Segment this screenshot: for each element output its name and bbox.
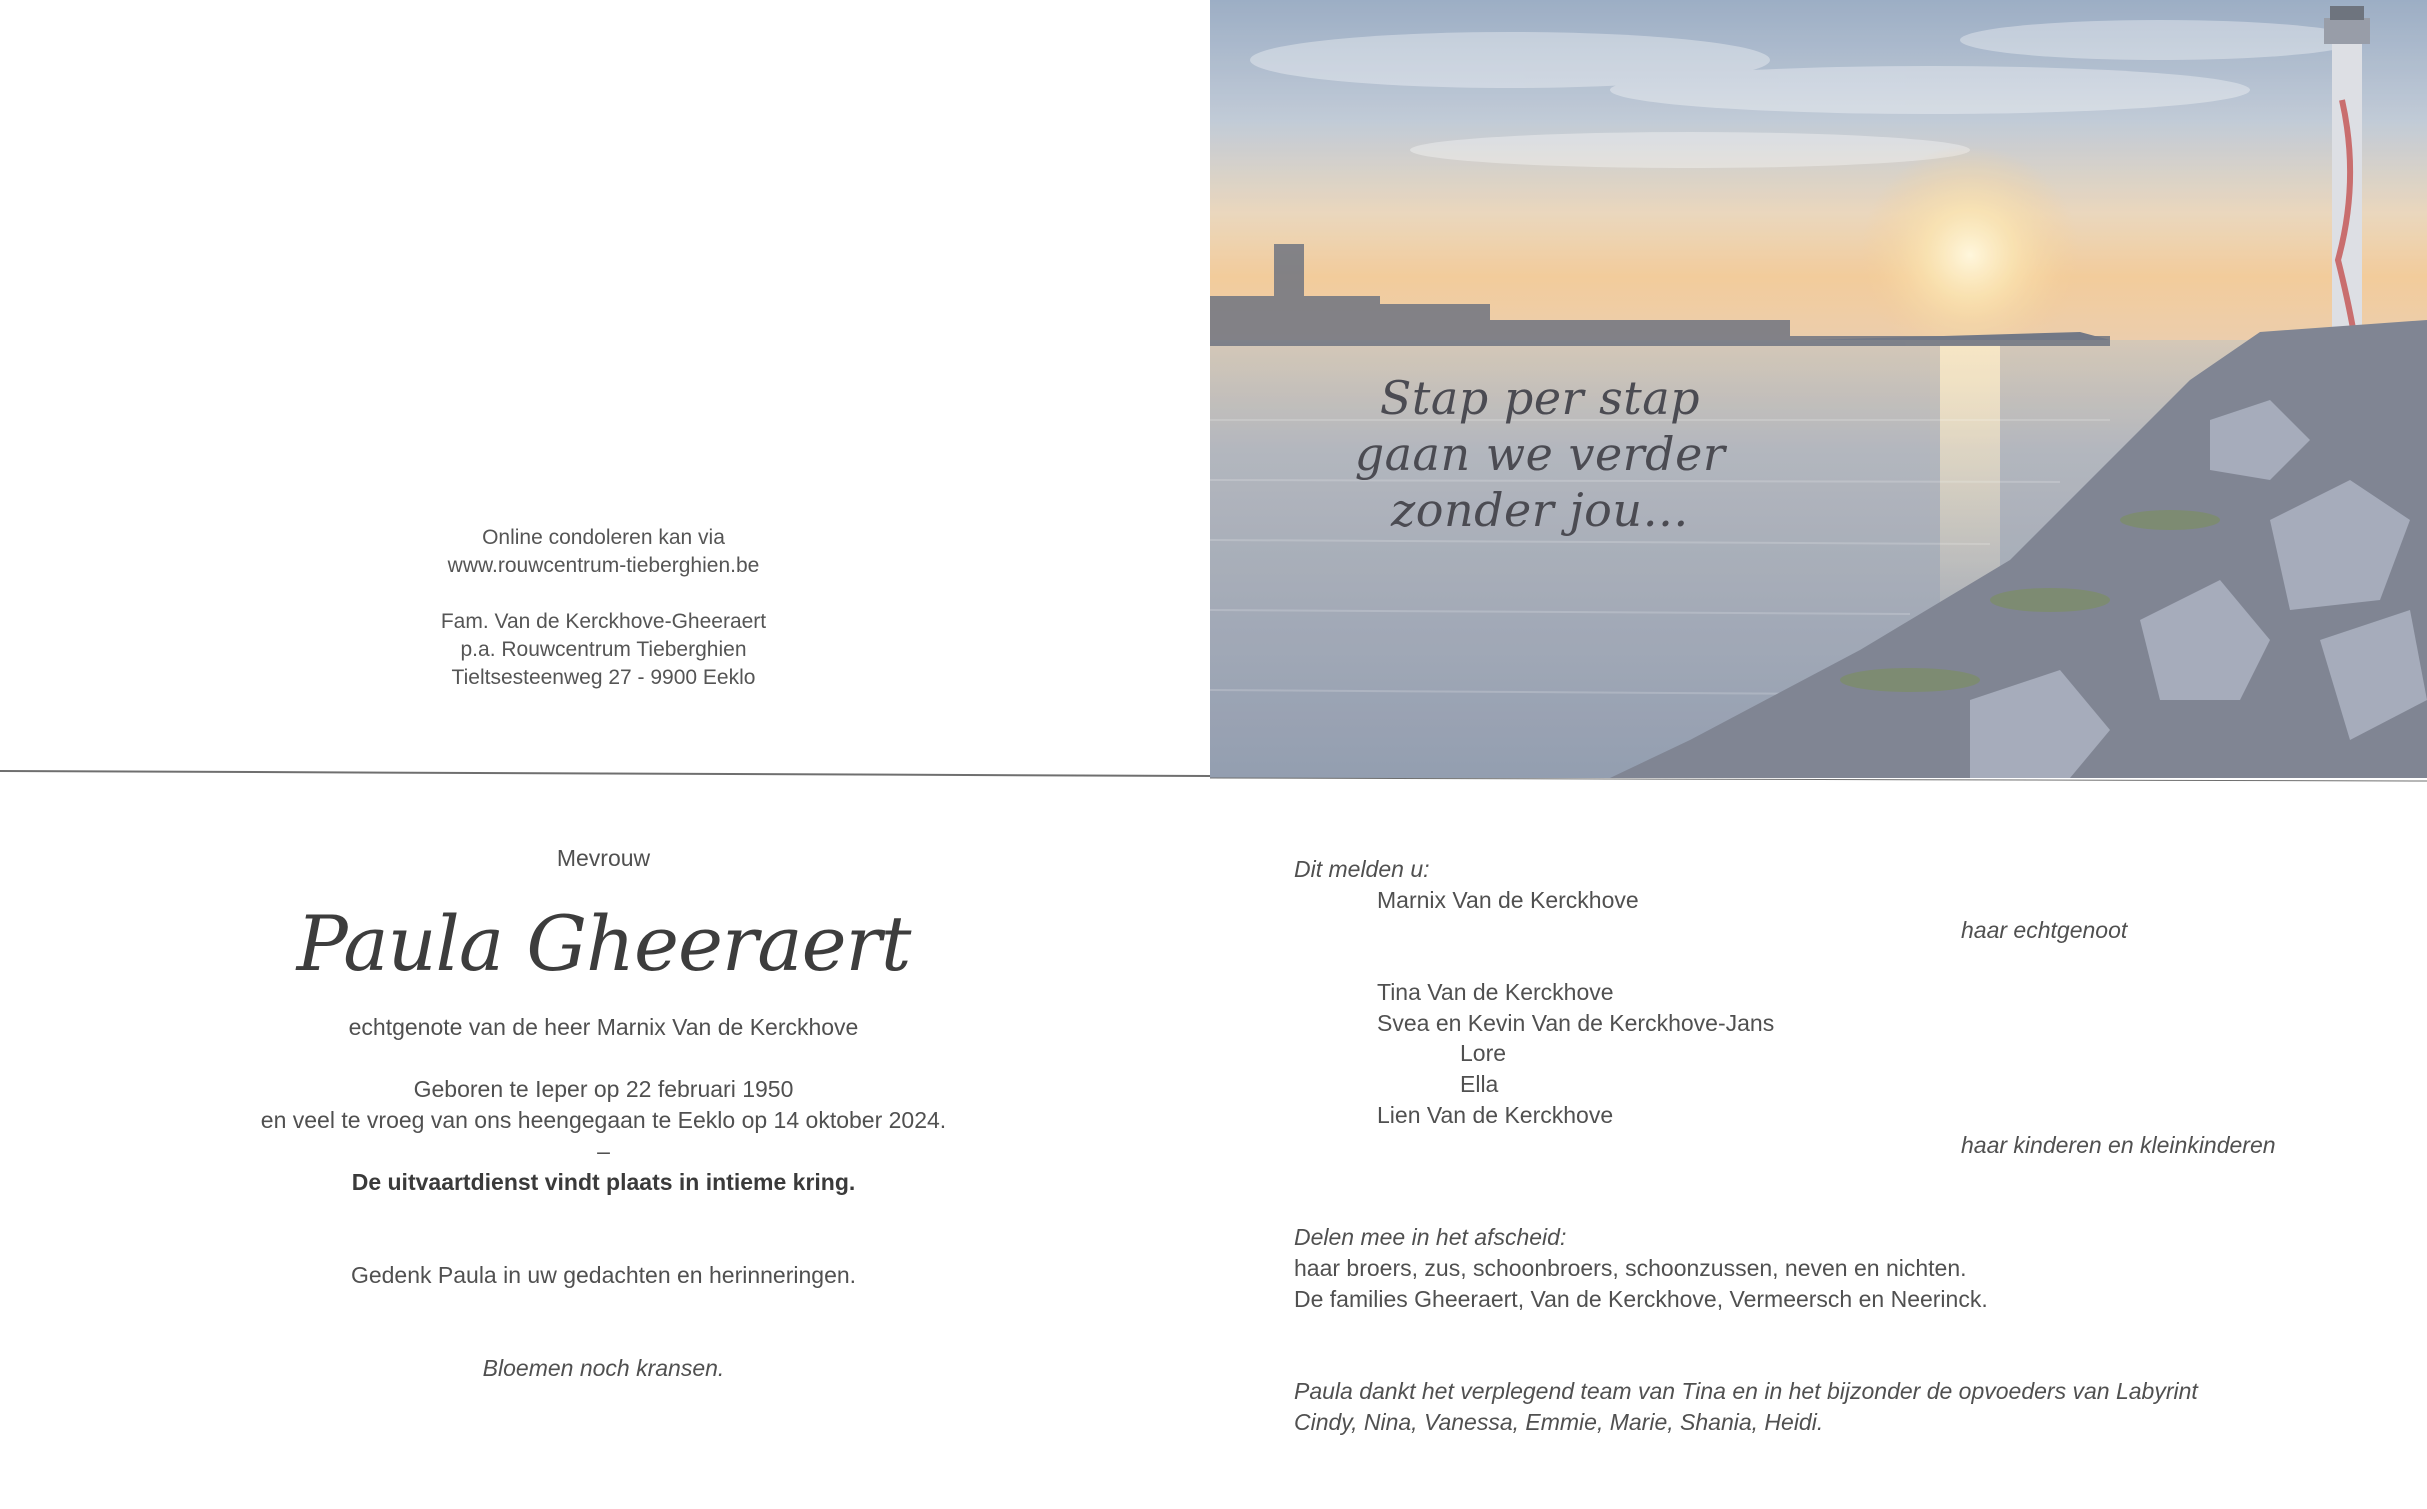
remember-text: Gedenk Paula in uw gedachten en herinneringen.: [350, 1262, 857, 1288]
salutation: Mevrouw: [556, 845, 651, 871]
condolence-info: [0, 524, 1207, 692]
family-intro: Dit melden u:: [1294, 856, 1430, 882]
family-address-street: Tieltsesteenweg 27 - 9900 Eeklo: [451, 666, 756, 689]
quote-text: [1350, 370, 1730, 538]
husband-name: Marnix Van de Kerckhove: [1377, 886, 1639, 913]
flowers-text: Bloemen noch kransen.: [482, 1355, 725, 1381]
quote-line-1: Stap per stap: [1379, 371, 1701, 425]
family-address-name: Fam. Van de Kerckhove-Gheeraert: [440, 610, 767, 633]
husband-role: haar echtgenoot: [1961, 917, 2128, 944]
grandchild-name: Lore: [1460, 1040, 1507, 1067]
birth-text: Geboren te Ieper op 22 februari 1950: [413, 1076, 794, 1102]
grandchild-name: Ella: [1460, 1070, 1499, 1097]
child-name: Lien Van de Kerckhove: [1377, 1101, 1614, 1128]
thanks-line: Paula dankt het verplegend team van Tina en in het bijzonder de opvoeders van Labyrint: [1294, 1377, 2198, 1404]
spouse-text: echtgenote van de heer Marnix Van de Kerckhove: [348, 1014, 859, 1040]
death-text: en veel te vroeg van ons heengegaan te Eeklo op 14 oktober 2024.: [260, 1107, 947, 1133]
deceased-name: Paula Gheeraert: [296, 899, 911, 988]
funeral-service-text: De uitvaartdienst vindt plaats in intieme kring.: [351, 1169, 856, 1195]
quote-line-3: zonder jou…: [1391, 483, 1689, 537]
share-line: haar broers, zus, schoonbroers, schoonzussen, neven en nichten.: [1294, 1255, 1967, 1282]
share-intro: Delen mee in het afscheid:: [1294, 1224, 1567, 1251]
child-name: Tina Van de Kerckhove: [1377, 978, 1614, 1005]
thanks-line: Cindy, Nina, Vanessa, Emmie, Marie, Shania, Heidi.: [1294, 1408, 1824, 1435]
children-role: haar kinderen en kleinkinderen: [1961, 1132, 2276, 1159]
family-address-care-of: p.a. Rouwcentrum Tieberghien: [460, 638, 747, 661]
condolence-online-text: Online condoleren kan via: [482, 526, 725, 549]
child-name: Svea en Kevin Van de Kerckhove-Jans: [1377, 1009, 1775, 1036]
condolence-website: www.rouwcentrum-tieberghien.be: [447, 554, 760, 577]
death-announcement: [0, 843, 1207, 1384]
separator-dash: –: [597, 1138, 610, 1164]
share-line: De families Gheeraert, Van de Kerckhove, Vermeersch en Neerinck.: [1294, 1285, 1988, 1312]
family-list: [1294, 854, 2394, 1437]
quote-line-2: gaan we verder: [1354, 427, 1726, 481]
